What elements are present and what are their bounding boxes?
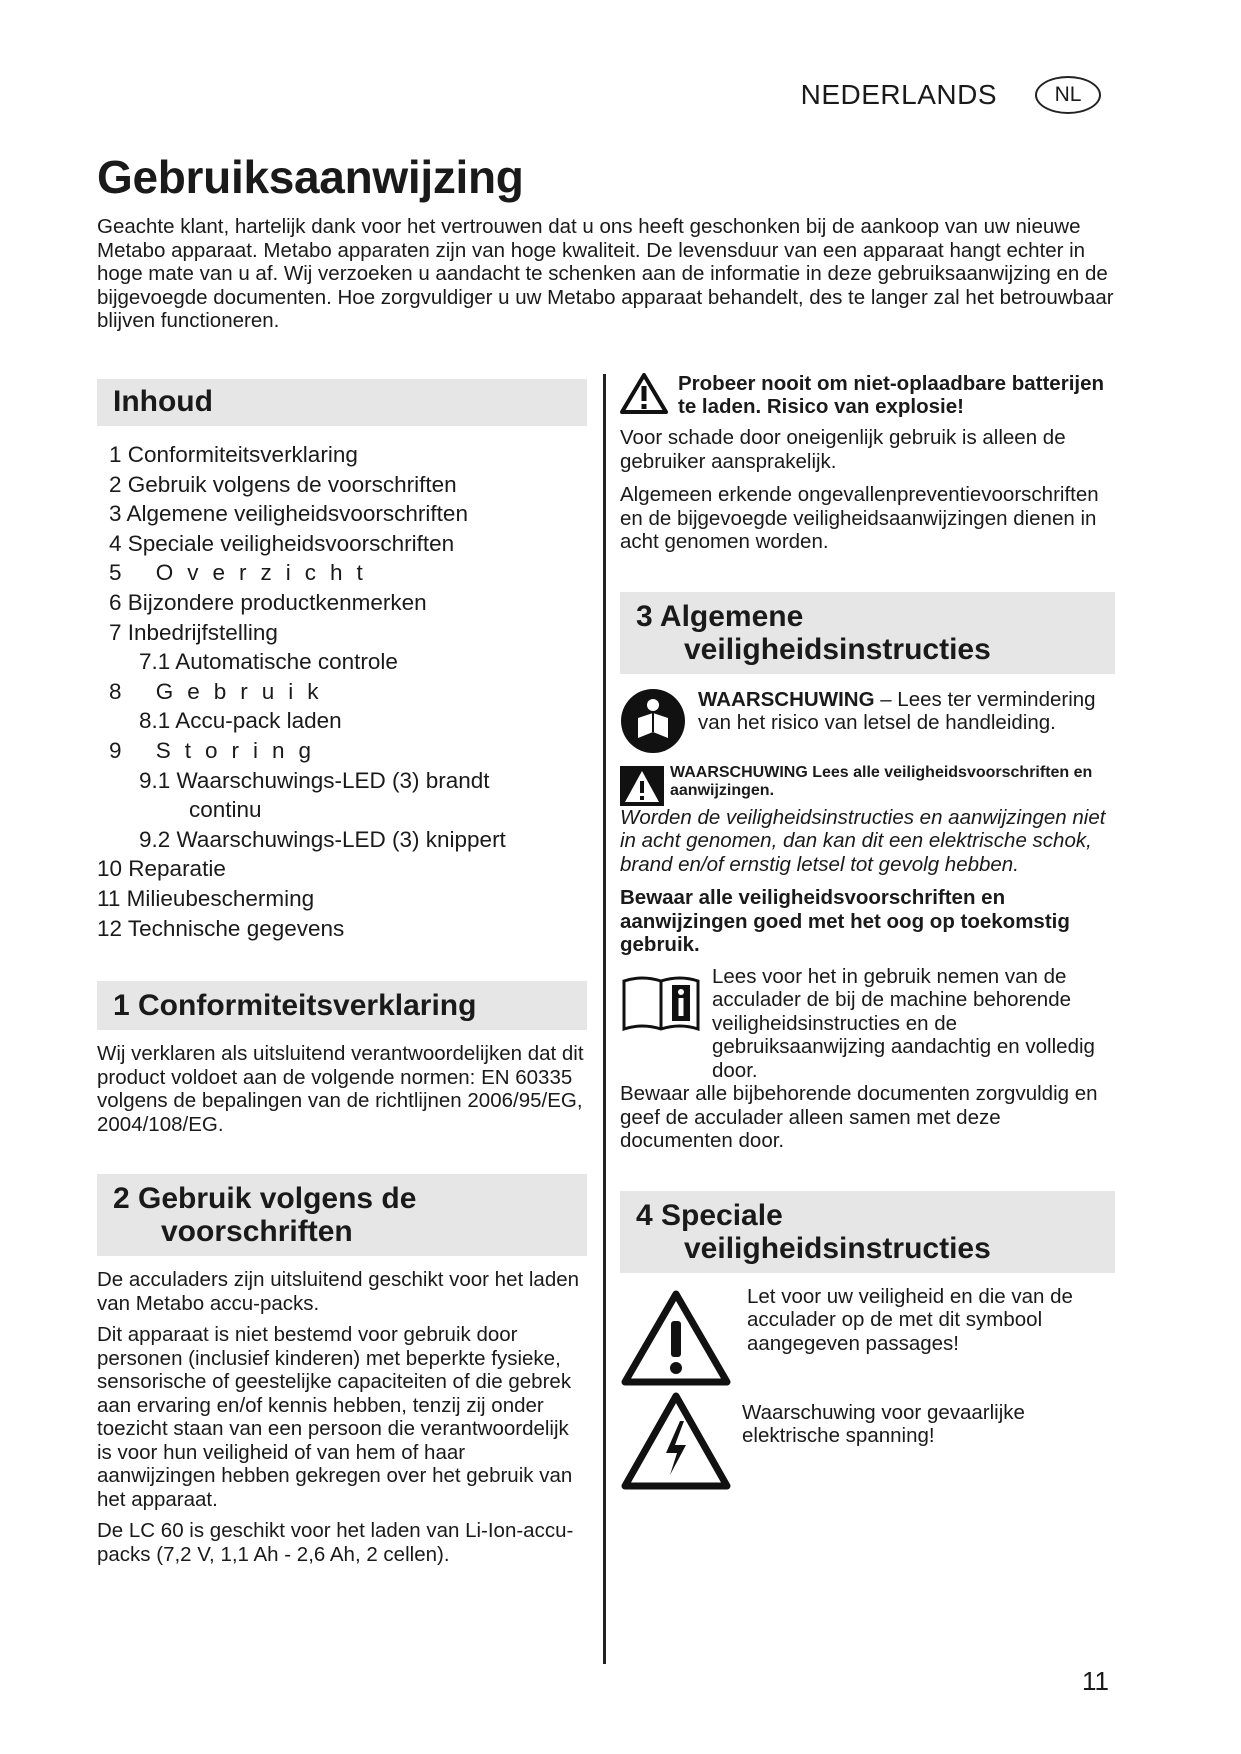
section-2-paragraph-1: De acculaders zijn uitsluitend geschikt voor het laden van Metabo accu-packs. — [97, 1268, 580, 1315]
read-manual-text — [698, 688, 1115, 735]
toc-item[interactable]: 6 Bijzondere productkenmerken — [109, 589, 427, 615]
section-4-heading-box — [620, 1191, 1115, 1273]
toc-item[interactable]: 1 Conformiteitsverklaring — [109, 442, 358, 467]
toc-item[interactable]: 11 Milieubescherming — [97, 885, 315, 911]
toc-item[interactable]: 2 Gebruik volgens de voorschriften — [109, 471, 457, 497]
keep-instructions-text: Bewaar alle veiligheidsvoorschriften en aanwijzingen goed met het oog op toekomstig gebruik. — [620, 886, 1070, 956]
read-manual-warning — [620, 688, 1115, 754]
warning-triangle-icon — [620, 766, 664, 806]
section-2-heading-line2: voorschriften — [161, 1215, 353, 1249]
high-voltage-icon — [620, 1391, 732, 1491]
toc-subitem[interactable]: 9.2 Waarschuwings-LED (3) knippert — [139, 826, 506, 852]
toc-item[interactable]: 12 Technische gegevens — [97, 915, 345, 941]
info-book-icon — [620, 973, 702, 1035]
toc-subitem[interactable]: 7.1 Automatische controle — [139, 649, 398, 675]
rules-paragraph: Algemeen erkende ongevallenpreventievoorschriften en de bijgevoegde veiligheidsaanwijzingen dienen in acht genomen worden. — [620, 483, 1099, 553]
section-1-text: Wij verklaren als uitsluitend verantwoordelijken dat dit product voldoet aan de volgende normen: EN 60335 volgens de bepalingen van de richtlijnen 2006/95/EG, 2004/108/EG. — [97, 1042, 584, 1136]
section-1-heading: 1 Conformiteitsverklaring — [113, 989, 477, 1023]
section-2-paragraph-3: De LC 60 is geschikt voor het laden van Li-Ion-accu-packs (7,2 V, 1,1 Ah - 2,6 Ah, 2 cellen). — [97, 1519, 574, 1566]
liability-paragraph: Voor schade door oneigenlijk gebruik is alleen de gebruiker aansprakelijk. — [620, 426, 1066, 473]
info-note — [620, 965, 1115, 1083]
language-code-badge: NL — [1035, 76, 1101, 114]
toc-item[interactable]: 4 Speciale veiligheidsvoorschriften — [109, 530, 455, 556]
toc-item[interactable]: 7 Inbedrijfstelling — [109, 619, 278, 645]
section-1-heading-box — [97, 981, 587, 1030]
read-all-warning — [620, 764, 1115, 806]
column-divider — [603, 374, 606, 1664]
section-3-heading-box — [620, 592, 1115, 674]
right-column — [620, 372, 1115, 1491]
read-all-warning-text: Worden de veiligheidsinstructies en aanwijzingen niet in acht genomen, dan kan dit een elektrische schok, brand en/of ernstig letsel tot gevolg hebben. — [620, 805, 1106, 876]
table-of-contents — [97, 440, 587, 943]
battery-warning-text: Probeer nooit om niet-oplaadbare batterijen te laden. Risico van explosie! — [678, 372, 1105, 418]
info-note-text: Lees voor het in gebruik nemen van de acculader de bij de machine behorende veiligheidsinstructies en de gebruiksaanwijzing aandachtig en volledig door. — [712, 964, 1095, 1082]
language-label: NEDERLANDS — [800, 79, 997, 110]
battery-warning — [620, 372, 1115, 418]
keep-documents-text: Bewaar alle bijbehorende documenten zorgvuldig en geef de acculader alleen samen met deze documenten door. — [620, 1082, 1098, 1152]
page-number: 11 — [1082, 1666, 1109, 1696]
toc-item[interactable]: 10 Reparatie — [97, 856, 226, 882]
section-3-heading-line2: veiligheidsinstructies — [684, 632, 991, 666]
read-manual-description: – Lees ter vermindering van het risico van letsel de handleiding. — [698, 687, 1096, 734]
warning-label: WAARSCHUWING — [698, 687, 875, 711]
read-manual-icon — [620, 688, 686, 754]
toc-item[interactable]: 8 Gebruik — [109, 678, 333, 704]
warning-triangle-icon — [620, 1289, 732, 1387]
safety-symbol-text: Let voor uw veiligheid en die van de acculader op de met dit symbool aangegeven passages! — [747, 1284, 1073, 1355]
toc-item[interactable]: 5 Overzicht — [109, 560, 377, 586]
toc-subitem[interactable]: 8.1 Accu-pack laden — [139, 708, 342, 734]
electric-warning — [620, 1389, 1115, 1491]
toc-heading: Inhoud — [113, 385, 213, 418]
electric-warning-text: Waarschuwing voor gevaarlijke elektrische spanning! — [742, 1400, 1025, 1447]
section-2-paragraph-2: Dit apparaat is niet bestemd voor gebruik door personen (inclusief kinderen) met beperkte fysieke, sensorische of geestelijke capaciteiten of die gebrek aan ervaring en/of kennis hebben, tenzij zij onder toezicht staan van een persoon die verantwoordelijk is voor hun veiligheid of van hem of haar aanwijzingen hebben gekregen over het gebruik van het apparaat. — [97, 1323, 573, 1511]
section-3-heading-line1: 3 Algemene — [636, 599, 804, 633]
toc-heading-box — [97, 379, 587, 426]
section-4-heading-line2: veiligheidsinstructies — [684, 1231, 991, 1265]
toc-item[interactable]: 9 Storing — [109, 737, 326, 763]
left-column — [97, 379, 587, 1566]
toc-subitem[interactable]: 9.1 Waarschuwings-LED (3) brandt — [139, 767, 490, 793]
section-2-heading-box — [97, 1174, 587, 1256]
toc-item[interactable]: 3 Algemene veiligheidsvoorschriften — [109, 501, 468, 527]
read-all-warning-title: WAARSCHUWING Lees alle veiligheidsvoorschriften en aanwijzingen. — [670, 763, 1093, 799]
section-2-heading-line1: 2 Gebruik volgens de — [113, 1182, 417, 1216]
section-4-heading-line1: 4 Speciale — [636, 1198, 783, 1232]
language-header — [801, 76, 1101, 114]
intro-paragraph: Geachte klant, hartelijk dank voor het vertrouwen dat u ons heeft geschonken bij de aankoop van uw nieuwe Metabo apparaat. Metabo apparaten zijn van hoge kwaliteit. De levensduur van een apparaat hangt echter in hoge mate van u af. Wij verzoeken u aandacht te schenken aan de informatie in deze gebruiksaanwijzing en de bijgevoegde documenten. Hoe zorgvuldiger u uw Metabo apparaat behandelt, des te langer zal het betrouwbaar blijven functioneren. — [97, 215, 1114, 332]
safety-symbol-note — [620, 1285, 1115, 1387]
toc-subitem-continuation[interactable]: continu — [189, 797, 262, 823]
warning-triangle-icon — [620, 372, 668, 414]
page-title: Gebruiksaanwijzing — [97, 151, 524, 203]
